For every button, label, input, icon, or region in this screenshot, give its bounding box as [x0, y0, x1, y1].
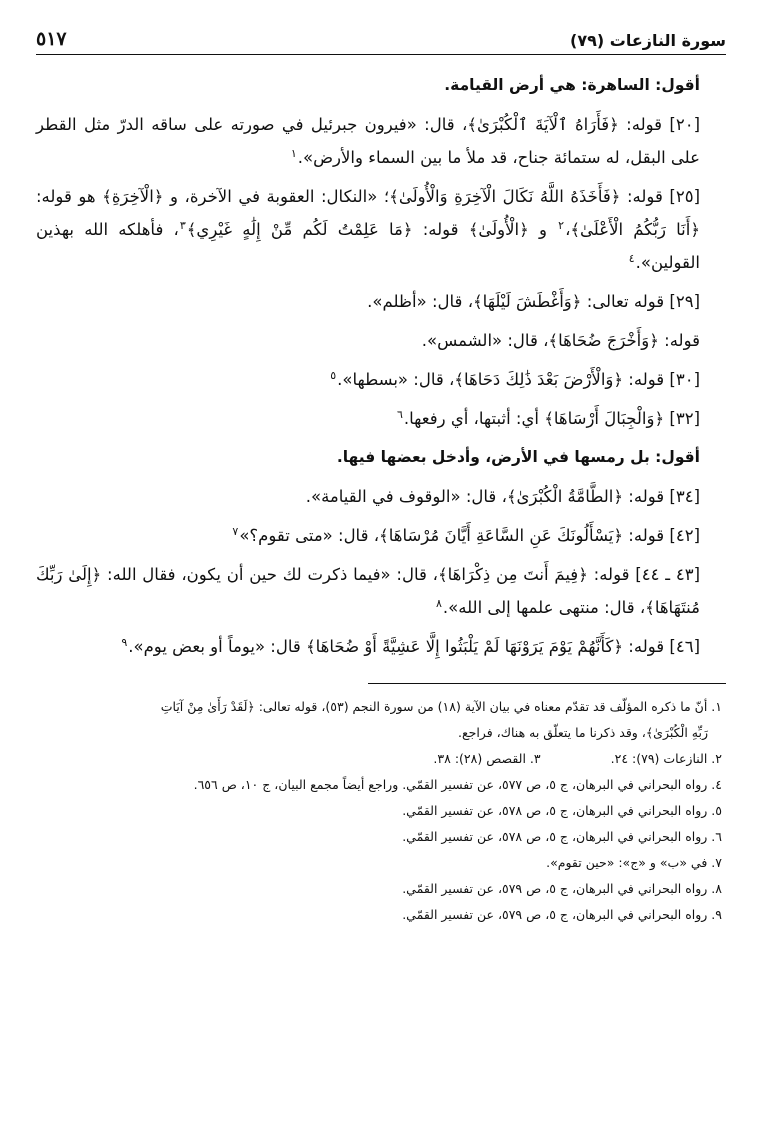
commentary-paragraph: [٣٤] قوله: ﴿الطَّامَّةُ الْكُبْرَىٰ﴾، قال: «الوقوف في القيامة».: [305, 487, 700, 506]
footnote-7: ٧. في «ب» و «ج»: «حين تقوم».: [546, 855, 722, 870]
footnote-ref: ١: [290, 146, 297, 160]
page-header: [36, 18, 726, 55]
paragraph-text: ، فأهلكه الله بهذين القولين».: [36, 220, 700, 272]
paragraph-text: [٣٠] قوله: ﴿وَالْأَرْضَ بَعْدَ ذَٰلِكَ دَحَاهَا﴾، قال: «بسطها».: [337, 370, 700, 389]
paragraph-text: [٤٣ ـ ٤٤] قوله: ﴿فِيمَ أَنتَ مِن ذِكْرَاهَا﴾، قال: «فيما ذكرت لك حين أن يكون، فقال الله: ﴿إِلَىٰ رَبِّكَ مُنتَهَاهَا﴾، قال: منتهى علمها إلى الله».: [36, 565, 700, 617]
footnote-9: ٩. رواه البحراني في البرهان، ج ٥، ص ٥٧٩، عن تفسير القمّي.: [402, 907, 722, 922]
footnote-4: ٤. رواه البحراني في البرهان، ج ٥، ص ٥٧٧، عن تفسير القمّي. وراجع أيضاً مجمع البيان، ج ١٠، ص ٦٥٦.: [193, 777, 722, 792]
commentary-paragraph: [36, 363, 726, 396]
commentary-paragraph: [36, 402, 726, 435]
footnote-ref: ٨: [435, 596, 442, 610]
commentary-paragraph: [36, 558, 726, 624]
author-note: أقول: الساهرة: هي أرض القيامة.: [444, 76, 700, 94]
main-text: [36, 69, 726, 663]
paragraph-text: [٣٢] ﴿وَالْجِبَالَ أَرْسَاهَا﴾ أي: أثبتها، أي رفعها.: [403, 409, 700, 428]
paragraph-text: [٤٦] قوله: ﴿كَأَنَّهُمْ يَوْمَ يَرَوْنَهَا لَمْ يَلْبَثُوا إِلَّا عَشِيَّةً أَوْ ضُحَاهَا﴾ قال: «يوماً أو بعض يوم».: [128, 637, 700, 656]
footnote-2: ٢. النازعات (٧٩): ٢٤.: [610, 751, 722, 766]
footnotes: [36, 694, 726, 928]
paragraph-text: [٢٠] قوله: ﴿فَأَرَاهُ ٱلْآيَةَ ٱلْكُبْرَىٰ﴾، قال: «فيرون جبرئيل في صورته على ساقه الدرّ مثل القطر على البقل، له ستمائة جناح، قد ملأ ما بين السماء والأرض».: [36, 115, 700, 167]
footnote-6: ٦. رواه البحراني في البرهان، ج ٥، ص ٥٧٨، عن تفسير القمّي.: [402, 829, 722, 844]
footnote-ref: ٧: [232, 524, 239, 538]
footnote-ref: ٤: [628, 251, 635, 265]
commentary-paragraph: [36, 108, 726, 174]
footnote-divider: [368, 683, 726, 684]
commentary-paragraph: قوله: ﴿وَأَخْرَجَ ضُحَاهَا﴾، قال: «الشمس».: [421, 331, 700, 350]
footnote-8: ٨. رواه البحراني في البرهان، ج ٥، ص ٥٧٩، عن تفسير القمّي.: [402, 881, 722, 896]
commentary-paragraph: [36, 630, 726, 663]
footnote-ref: ٥: [330, 368, 337, 382]
footnote-1-continuation: رَبِّهِ الْكُبْرَىٰ﴾، وقد ذكرنا ما يتعلّق به هناك، فراجع.: [457, 725, 708, 740]
author-note: أقول: بل رمسها في الأرض، وأدخل بعضها فيها.: [336, 448, 700, 466]
paragraph-text: [٢٥] قوله: ﴿فَأَخَذَهُ اللَّهُ نَكَالَ الْآخِرَةِ وَالْأُولَىٰ﴾؛ «النكال: العقوبة في الآخرة، و ﴿الْآخِرَةِ﴾ هو قوله: ﴿أَنَا رَبُّكُمُ الْأَعْلَىٰ﴾،: [36, 187, 700, 239]
footnote-ref: ٢: [558, 218, 565, 232]
footnote-ref: ٣: [179, 218, 186, 232]
commentary-paragraph: [٢٩] قوله تعالى: ﴿وَأَغْطَشَ لَيْلَهَا﴾، قال: «أظلم».: [367, 292, 700, 311]
commentary-paragraph: [36, 519, 726, 552]
commentary-paragraph: [36, 180, 726, 279]
footnote-ref: ٦: [396, 407, 403, 421]
footnote-row: [36, 746, 726, 772]
footnote-5: ٥. رواه البحراني في البرهان، ج ٥، ص ٥٧٨، عن تفسير القمّي.: [402, 803, 722, 818]
footnote-1: ١. أنّ ما ذكره المؤلّف قد تقدّم معناه في بيان الآية (١٨) من سورة النجم (٥٣)، قوله تعالى: ﴿لَقَدْ رَأَىٰ مِنْ آيَاتِ: [160, 699, 722, 714]
book-page: [36, 18, 726, 928]
paragraph-text: [٤٢] قوله: ﴿يَسْأَلُونَكَ عَنِ السَّاعَةِ أَيَّانَ مُرْسَاهَا﴾، قال: «متى تقوم؟»: [239, 526, 700, 545]
footnote-3: ٣. القصص (٢٨): ٣٨.: [433, 751, 541, 766]
paragraph-text: و ﴿الْأُولَىٰ﴾ قوله: ﴿مَا عَلِمْتُ لَكُم مِّنْ إِلَٰهٍ غَيْرِي﴾: [186, 220, 558, 239]
page-number: ٥١٧: [36, 28, 67, 50]
running-title: سورة النازعات (٧٩): [570, 31, 726, 50]
footnote-ref: ٩: [121, 635, 128, 649]
